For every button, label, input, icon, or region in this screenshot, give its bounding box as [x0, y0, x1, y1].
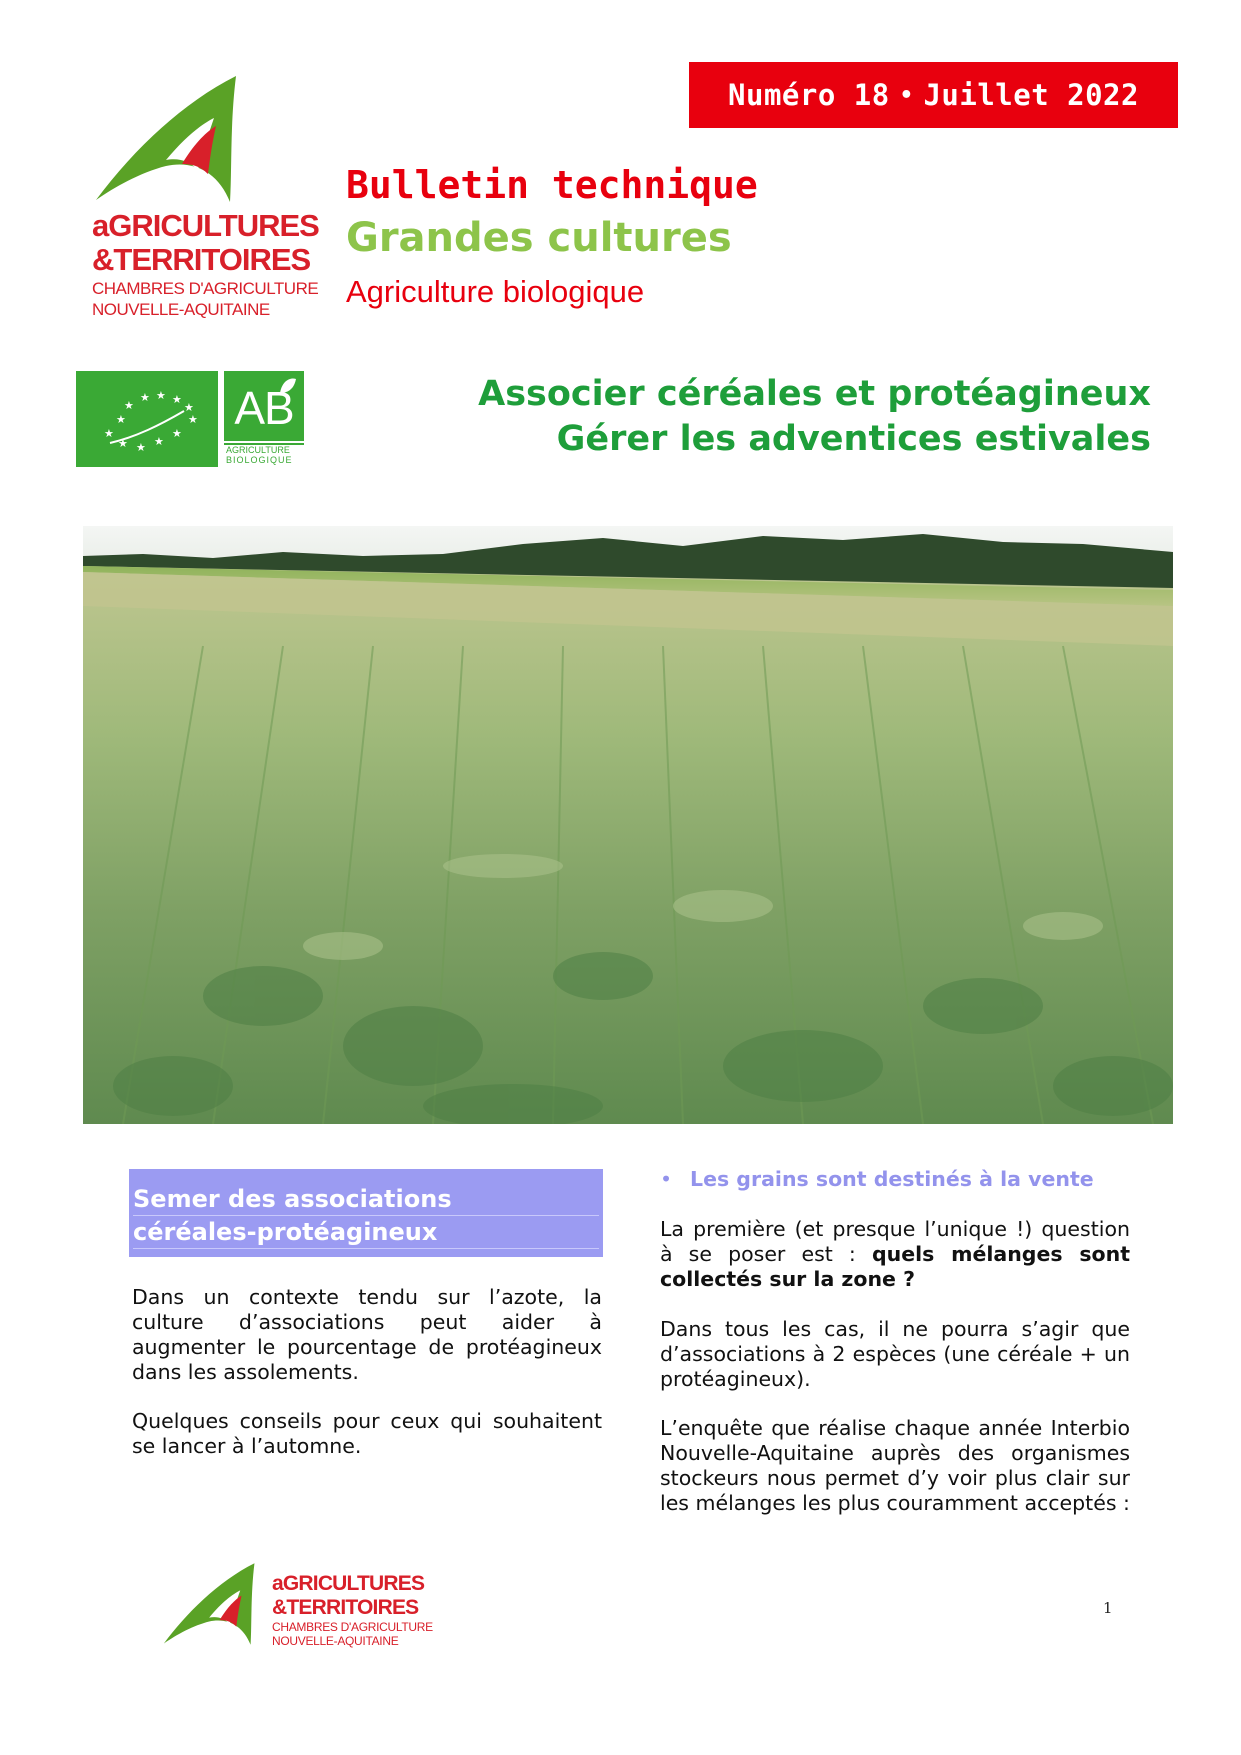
- page-number: 1: [1103, 1599, 1113, 1617]
- section-heading: [129, 1169, 603, 1257]
- footer-logo-line-4: NOUVELLE-AQUITAINE: [272, 1634, 399, 1648]
- svg-text:★: ★: [118, 437, 128, 450]
- logo-line-2: &TERRITOIRES: [92, 242, 311, 277]
- bullet-text: Les grains sont destinés à la vente: [690, 1167, 1094, 1191]
- issue-banner: [689, 62, 1178, 128]
- species-paragraph: Dans tous les cas, il ne pourra s’agir que d’associations à 2 espèces (une céréale + un protéagineux).: [660, 1317, 1130, 1391]
- footer-logo-line-2: &TERRITOIRES: [272, 1596, 419, 1619]
- headline-line-2: Gérer les adventices estivales: [556, 419, 1151, 459]
- svg-text:★: ★: [172, 393, 182, 406]
- question-bold: quels mélanges sont collectés sur la zone ?: [660, 1242, 1130, 1291]
- footer-logo: [160, 1561, 433, 1651]
- logo-line-3: CHAMBRES D'AGRICULTURE: [92, 279, 319, 298]
- svg-text:★: ★: [156, 389, 166, 402]
- svg-text:★: ★: [124, 399, 134, 412]
- question-text: La première (et presque l’unique !) question à se poser est :: [660, 1217, 1130, 1266]
- issue-number: Numéro 18: [728, 78, 890, 112]
- headline-line-1: Associer céréales et protéagineux: [478, 374, 1151, 414]
- logo-emblem-icon: [90, 74, 260, 204]
- field-photo-image: [83, 526, 1173, 1124]
- section-heading-line-1: Semer des associations: [133, 1183, 599, 1216]
- survey-paragraph: L’enquête que réalise chaque année Interbio Nouvelle-Aquitaine auprès des organismes stockeurs nous permet d’y voir plus clair sur les mélanges les plus couramment acceptés :: [660, 1416, 1130, 1515]
- svg-text:★: ★: [172, 427, 182, 440]
- svg-text:★: ★: [116, 413, 126, 426]
- chambre-agriculture-logo: [88, 74, 319, 324]
- svg-text:★: ★: [104, 427, 114, 440]
- footer-logo-line-1: aGRICULTURES: [272, 1572, 425, 1595]
- bullet-item: [660, 1167, 1094, 1191]
- footer-logo-line-3: CHAMBRES D'AGRICULTURE: [272, 1620, 433, 1634]
- eu-leaf-icon: [76, 371, 218, 467]
- ab-letters: AB: [234, 382, 294, 434]
- intro-paragraph: Dans un contexte tendu sur l’azote, la culture d’associations peut aider à augmenter le pourcentage de protéagineux dans les assolements.: [132, 1285, 602, 1384]
- logo-line-1: aGRICULTURES: [92, 208, 319, 243]
- series-title: Grandes cultures: [346, 215, 732, 261]
- footer-logo-emblem-icon: [160, 1561, 270, 1647]
- svg-text:★: ★: [140, 391, 150, 404]
- headline: [478, 372, 1151, 462]
- eu-organic-logo: [76, 371, 218, 467]
- subtitle: Agriculture biologique: [346, 274, 645, 309]
- bulletin-title: Bulletin technique: [346, 163, 758, 207]
- svg-text:★: ★: [184, 401, 194, 414]
- ab-caption-line-1: AGRICULTURE: [226, 445, 290, 455]
- issue-date: Juillet 2022: [923, 78, 1139, 112]
- advice-paragraph: Quelques conseils pour ceux qui souhaitent se lancer à l’automne.: [132, 1409, 602, 1458]
- svg-text:★: ★: [136, 441, 146, 454]
- field-photo: [83, 526, 1173, 1124]
- issue-separator: •: [899, 82, 914, 108]
- question-paragraph: [660, 1217, 1130, 1292]
- logo-line-4: NOUVELLE-AQUITAINE: [92, 300, 270, 319]
- bullet-marker: •: [660, 1167, 673, 1191]
- ab-organic-logo: [224, 371, 304, 467]
- section-heading-line-2: céréales-protéagineux: [133, 1216, 599, 1249]
- svg-text:★: ★: [154, 435, 164, 448]
- ab-caption-line-2: BIOLOGIQUE: [226, 455, 293, 465]
- svg-text:★: ★: [188, 413, 198, 426]
